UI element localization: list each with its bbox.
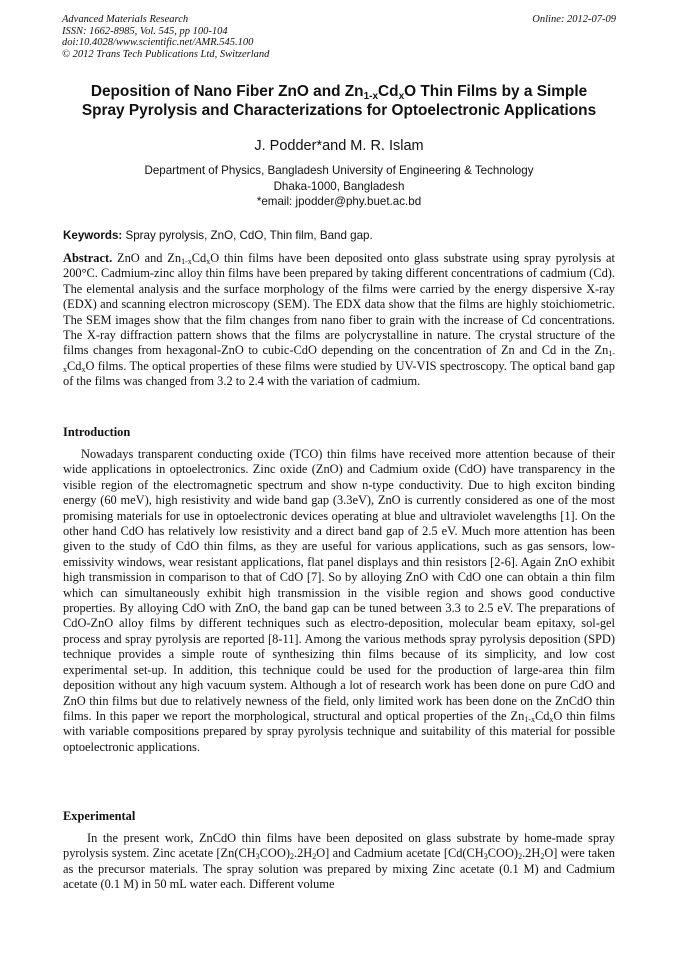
introduction-heading: Introduction [63, 425, 131, 439]
online-date: Online: 2012-07-09 [532, 14, 616, 25]
keywords: Keywords: Spray pyrolysis, ZnO, CdO, Thin film, Band gap. [63, 229, 373, 242]
journal-name: Advanced Materials Research [62, 14, 189, 25]
experimental-heading: Experimental [63, 809, 136, 823]
email-link[interactable]: *email: jpodder@phy.buet.ac.bd [256, 195, 422, 208]
experimental-body: In the present work, ZnCdO thin films have been deposited on glass substrate by home-made spray pyrolysis system. Zinc acetate $[Zn(CH_3COO)_2.2H_2O]$ and Cadmium acetate $[Cd(CH_3COO)_2.2H_2O]$ were taken as the precursor materials. The spray solution was prepared by mixing Zinc acetate (0.1 M) and Cadmium acetate (0.1 M) in 50 mL water each. Different volume [63, 831, 615, 892]
introduction-body: Nowadays transparent conducting oxide (TCO) thin films have received more attention because of their wide applications in optoelectronics. Zinc oxide (ZnO) and Cadmium oxide (CdO) have transparency in the visible region of the electromagnetic spectrum and show n-type conductivity. Due to high exciton binding energy (60 meV), high resistivity and wide band gap (3.3eV), ZnO is currently considered as one of the most promising materials for use in optoelectronic devices operating at blue and ultraviolet wavelengths [1]. On the other hand CdO has relatively low resistivity and a direct band gap of 2.5 eV. Much more attention has been given to the study of CdO thin films, as they are useful for various applications, such as gas sensors, low-emissivity windows, wear resistant applications, flat panel displays and thin resistors [2-6]. Again ZnO exhibit high transmission in comparison to that of CdO [7]. So by alloying ZnO with CdO one can obtain a thin film which can simultaneously exhibit high transmission in the visible region and shows good conductive properties. By alloying CdO with ZnO, the band gap can be tuned between 3.3 to 2.5 eV. The preparations of CdO-ZnO alloy films by different techniques such as electro-deposition, molecular beam epitaxy, sol-gel process and spray pyrolysis are reported [8-11]. Among the various methods spray pyrolysis deposition (SPD) technique provides a simple route of synthesizing thin films because of its simplicity, and low cost experimental set-up. In addition, this technique could be used for the production of large-area thin film deposition without any high vacuum system. Although a lot of research work has been done on pure CdO and ZnO thin films but due to relatively newness of the field, only limited work has been done on the ZnCdO thin films. In this paper we report the morphological, structural and optical properties of the $Zn_{1-x}Cd_xO$ thin films with variable compositions prepared by spray pyrolysis technique and suitability of this material for possible optoelectronic applications. [63, 447, 616, 754]
journal-header [62, 14, 269, 60]
copyright-line: © 2012 Trans Tech Publications Ltd, Switzerland [62, 48, 270, 60]
issn-line: ISSN: 1662-8985, Vol. 545, pp 100-104 [62, 25, 228, 37]
affiliation: Department of Physics, Bangladesh University of Engineering & Technology Dhaka-1000, Bangladesh *email: jpodder@phy.buet.ac.bd [0, 163, 678, 210]
doi-line: doi:10.4028/www.scientific.net/AMR.545.100 [62, 37, 254, 49]
abstract: Abstract. ZnO and $Zn_{1-x}Cd_xO$ thin films have been deposited onto glass substrate using spray pyrolysis at 200°C. Cadmium-zinc alloy thin films have been prepared by taking different concentrations of cadmium (Cd). The elemental analysis and the surface morphology of the films were carried by the energy dispersive X-ray (EDX) and scanning electron microscopy (SEM). The EDX data show that the films are highly stoichiometric. The SEM images show that the film changes from nano fiber to grain with the increase of Cd concentrations. The X-ray diffraction pattern shows that the films are polycrystalline in nature. The crystal structure of the films changes from hexagonal-ZnO to cubic-CdO depending on the concentration of Zn and Cd in the $Zn_{1-x}Cd_xO$ films. The optical properties of these films were studied by UV-VIS spectroscopy. The optical band gap of the films was changed from 3.2 to 2.4 with the variation of cadmium. [63, 251, 615, 389]
paper-title: Deposition of Nano Fiber ZnO and $Zn_{1-x}Cd_xO$ Thin Films by a Simple Spray Pyrolysis and Characterizations for Optoelectronic Applications [81, 83, 597, 119]
authors: J. Podder*and M. R. Islam [254, 138, 424, 154]
